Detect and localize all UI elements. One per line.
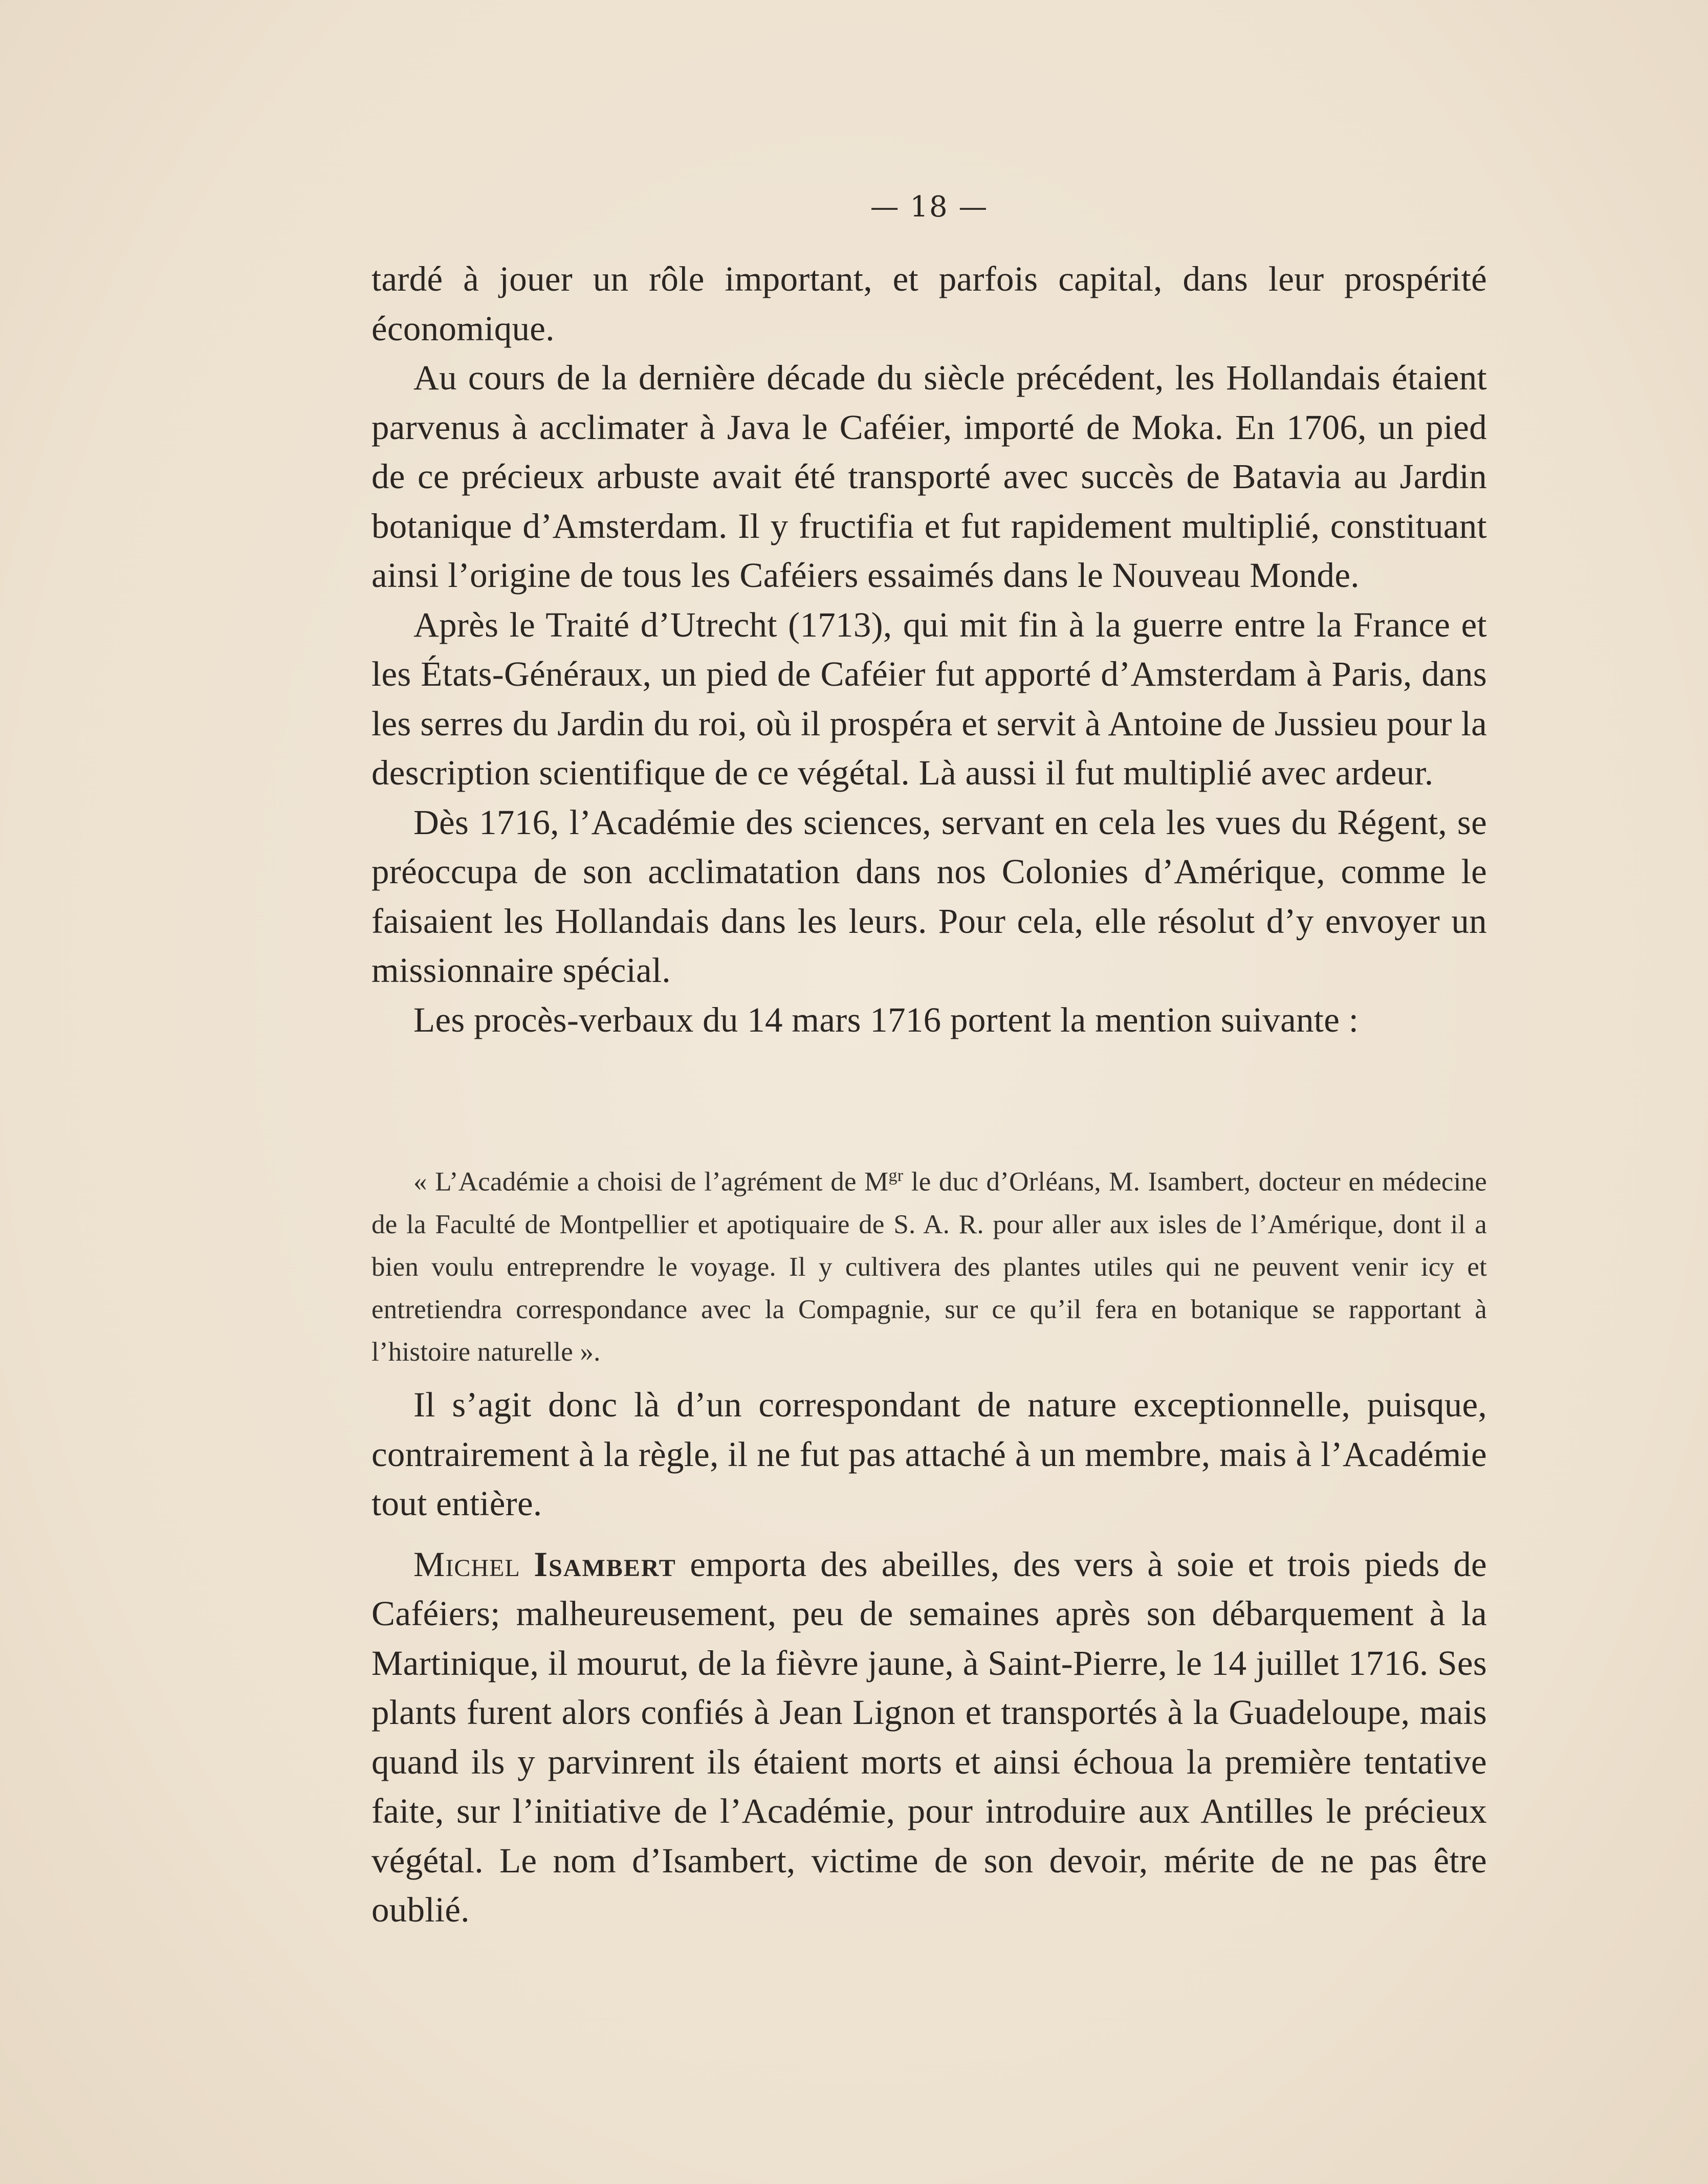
text-block-bottom	[371, 1380, 1487, 1935]
paragraph-proces-verbaux: Les procès-verbaux du 14 mars 1716 portent la mention suivante :	[413, 1000, 1359, 1039]
person-surname: Isambert	[534, 1544, 676, 1584]
quote-superscript: gr	[888, 1166, 904, 1185]
person-first-name: Michel	[413, 1544, 520, 1584]
paragraph-isambert	[371, 1540, 1487, 1935]
paragraph-isambert-text: emporta des abeilles, des vers à soie et trois pieds de Caféiers; malheureusement, peu de semaines après son débarquement à la Martinique, il mourut, de la fièvre jaune, à Saint-Pierre, le 14 juillet 1716. Ses plants furent alors confiés à Jean Lignon et transportés à la Guadeloupe, mais quand ils y parvinrent ils étaient morts et ainsi échoua la première tentative faite, sur l’initiative de l’Académie, pour introduire aux Antilles le précieux végétal. Le nom d’Isambert, victime de son devoir, mérite de ne pas être oublié.	[371, 1544, 1487, 1929]
paragraph-correspondant: Il s’agit donc là d’un correspondant de nature exceptionnelle, puisque, contrairement à la règle, il ne fut pas attaché à un membre, mais à l’Académie tout entière.	[371, 1385, 1487, 1523]
quote-text-start: « L’Académie a choisi de l’agrément de M	[413, 1167, 889, 1197]
page-number: — 18 —	[870, 190, 989, 224]
book-page	[371, 0, 1487, 2184]
quote-text-rest: le duc d’Orléans, M. Isambert, docteur en médecine de la Faculté de Montpellier et apotiquaire de S. A. R. pour aller aux isles de l’Amérique, dont il a bien voulu entreprendre le voyage. Il y cultivera des plantes utiles qui ne peuvent venir icy et entretiendra correspondance avec la Compagnie, sur ce qu’il fera en botanique se rapportant à l’histoire naturelle ».	[371, 1167, 1487, 1367]
paragraph-academie-1716: Dès 1716, l’Académie des sciences, servant en cela les vues du Régent, se préoccupa de son acclimatation dans nos Colonies d’Amérique, comme le faisaient les Hollandais dans les leurs. Pour cela, elle résolut d’y envoyer un missionnaire spécial.	[371, 802, 1487, 990]
text-block-top	[371, 254, 1487, 1044]
paragraph-java-coffee: Au cours de la dernière décade du siècle précédent, les Hollandais étaient parvenus à acclimater à Java le Caféier, importé de Moka. En 1706, un pied de ce précieux arbuste avait été transporté avec succès de Batavia au Jardin botanique d’Amsterdam. Il y fructifia et fut rapidement multiplié, constituant ainsi l’origine de tous les Caféiers essaimés dans le Nouveau Monde.	[371, 358, 1487, 595]
paragraph-utrecht: Après le Traité d’Utrecht (1713), qui mit fin à la guerre entre la France et les États-Généraux, un pied de Caféier fut apporté d’Amsterdam à Paris, dans les serres du Jardin du roi, où il prospéra et servit à Antoine de Jussieu pour la description scientifique de ce végétal. Là aussi il fut multiplié avec ardeur.	[371, 605, 1487, 792]
paragraph-continuation: tardé à jouer un rôle important, et parfois capital, dans leur prospérité économique.	[371, 259, 1487, 348]
quotation-block	[371, 1154, 1487, 1373]
